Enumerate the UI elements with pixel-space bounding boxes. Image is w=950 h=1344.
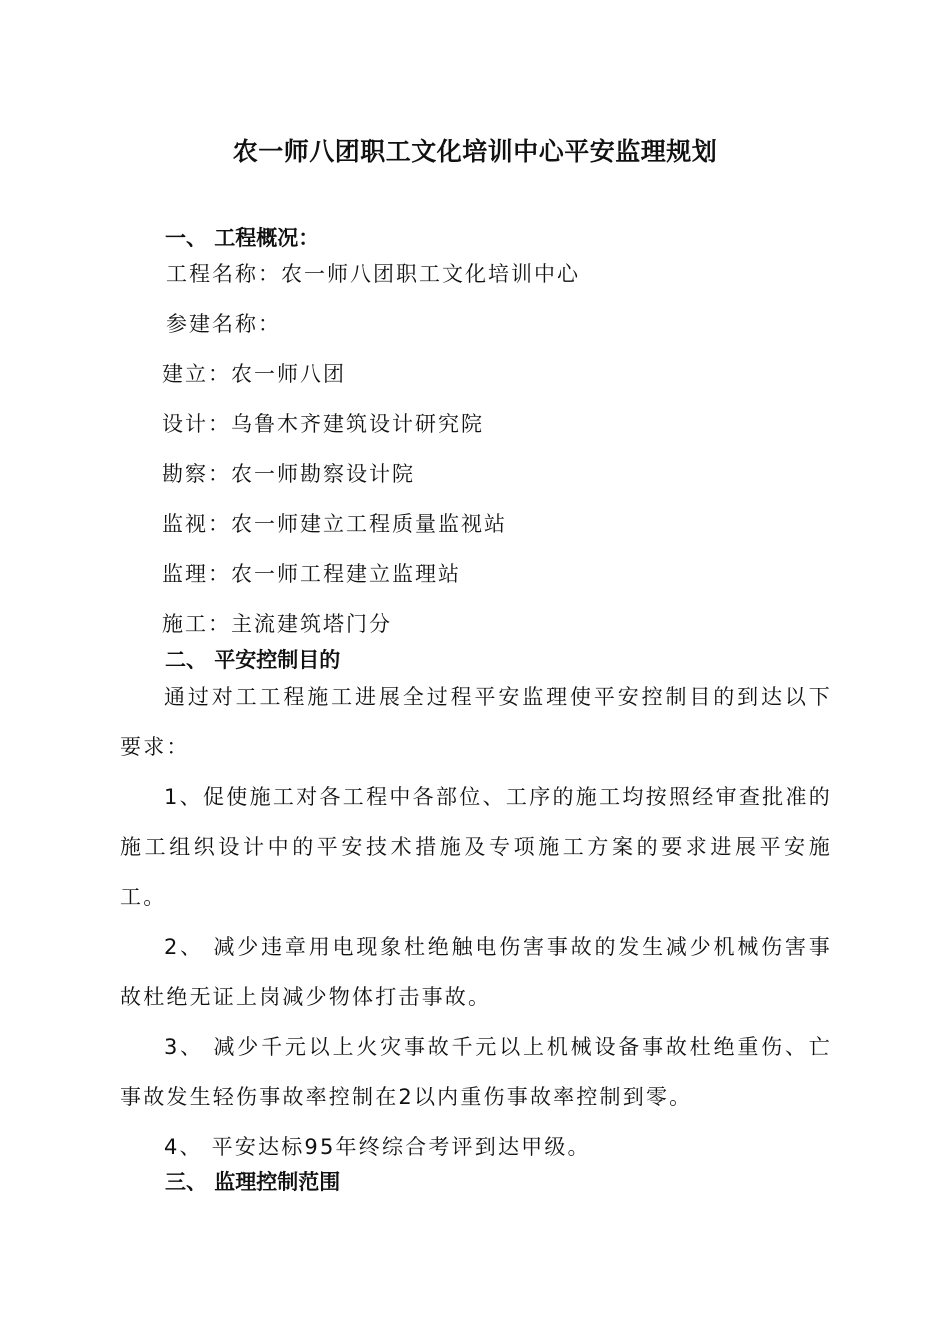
- safety-goal-item-3: 3、 减少千元以上火灾事故千元以上机械设备事故杜绝重伤、亡事故发生轻伤事故率控制在2以内重伤事故率控制到零。: [120, 1035, 832, 1109]
- design-unit-line: 设计：乌鲁木齐建筑设计研究院: [162, 412, 484, 436]
- participants-label: 参建名称：: [166, 312, 281, 336]
- safety-goal-item-4: 4、 平安达标95年终综合考评到达甲级。: [164, 1135, 591, 1159]
- section-heading-safety-goals: 二、 平安控制目的: [165, 648, 341, 672]
- section-heading-overview: 一、 工程概况：: [165, 226, 320, 250]
- survey-unit-line: 勘察：农一师勘察设计院: [162, 462, 415, 486]
- safety-goals-intro: 通过对工工程施工进展全过程平安监理使平安控制目的到达以下要求：: [120, 685, 832, 759]
- management-unit-line: 监理：农一师工程建立监理站: [162, 562, 461, 586]
- document-title: 农一师八团职工文化培训中心平安监理规划: [232, 137, 718, 166]
- project-name-line: 工程名称：农一师八团职工文化培训中心: [166, 262, 580, 286]
- safety-goal-item-2: 2、 减少违章用电现象杜绝触电伤害事故的发生减少机械伤害事故杜绝无证上岗减少物体打击事故。: [120, 935, 832, 1009]
- supervision-unit-line: 监视：农一师建立工程质量监视站: [162, 512, 507, 536]
- build-unit-line: 建立：农一师八团: [162, 362, 346, 386]
- construction-unit-line: 施工：主流建筑塔门分: [162, 612, 392, 636]
- safety-goal-item-1: 1、促使施工对各工程中各部位、工序的施工均按照经审查批准的施工组织设计中的平安技术措施及专项施工方案的要求进展平安施工。: [120, 785, 832, 909]
- section-heading-scope: 三、 监理控制范围: [165, 1170, 341, 1194]
